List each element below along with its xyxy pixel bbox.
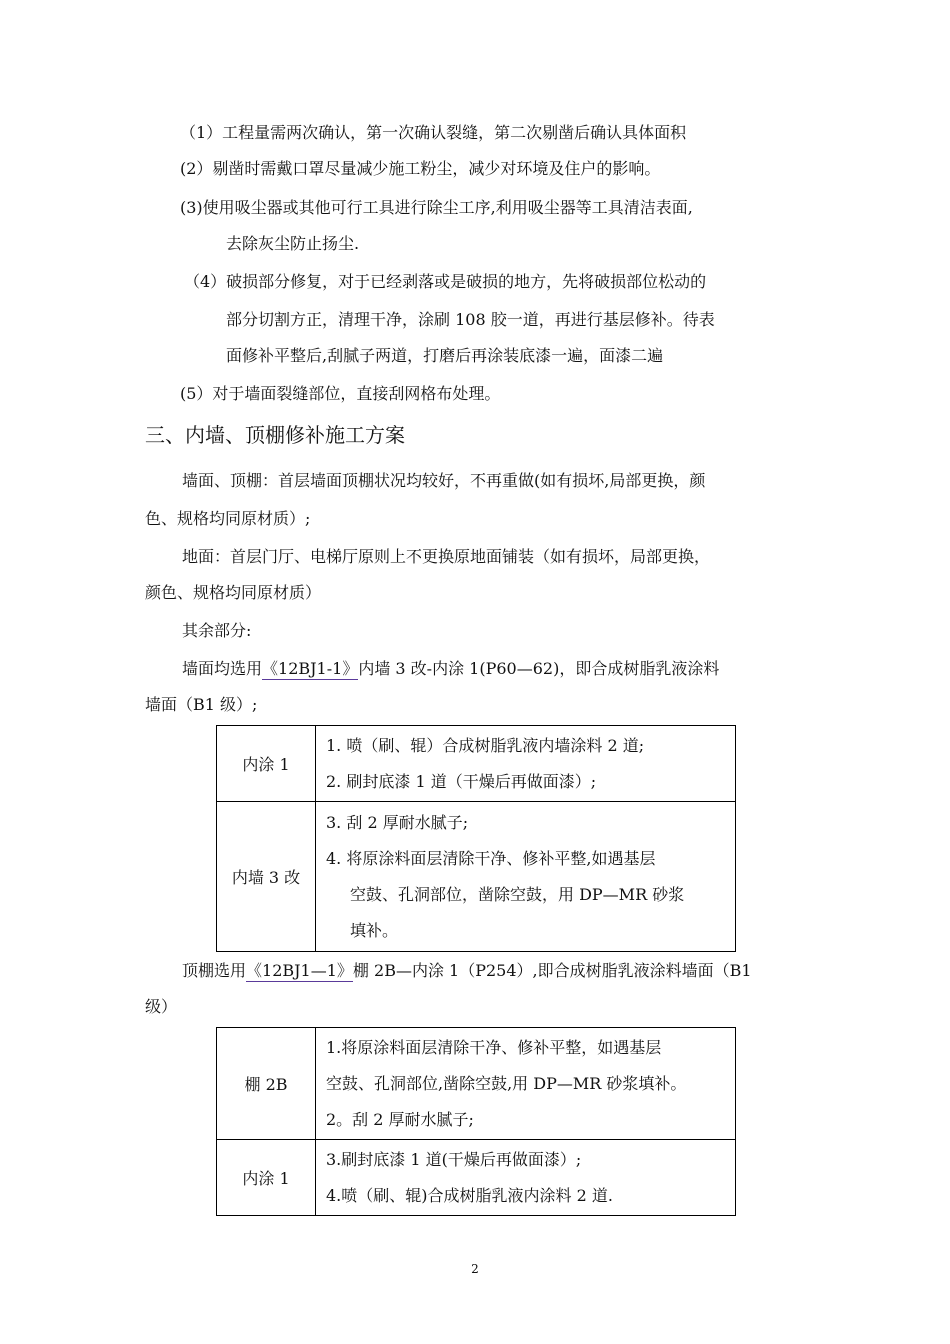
table-content-cell bbox=[316, 802, 736, 952]
table-row bbox=[217, 1140, 736, 1216]
floor-paragraph-cont: 颜色、规格均同原材质） bbox=[145, 583, 322, 602]
step-4: （4）破损部分修复，对于已经剥落或是破损的地方，先将破损部位松动的 bbox=[184, 272, 707, 291]
table-label-cell: 内涂 1 bbox=[217, 726, 316, 802]
step-2: (2）剔凿时需戴口罩尽量减少施工粉尘，减少对环境及住户的影响。 bbox=[180, 159, 661, 178]
list-item: 1.将原涂料面层清除干净、修补平整，如遇基层 bbox=[326, 1037, 662, 1057]
ceiling-spec-post: 棚 2B—内涂 1（P254）,即合成树脂乳液涂料墙面（B1 bbox=[352, 961, 752, 980]
step-4-continued: 部分切割方正，清理干净，涂刷 108 胶一道，再进行基层修补。待表 bbox=[226, 310, 715, 329]
wall-spec-post: 内墙 3 改-内涂 1(P60—62)，即合成树脂乳液涂料 bbox=[358, 659, 720, 678]
table-row bbox=[217, 726, 736, 802]
list-item: 空鼓、孔洞部位，凿除空鼓，用 DP—MR 砂浆 bbox=[350, 884, 685, 904]
table-content-cell bbox=[316, 1028, 736, 1140]
list-item: 填补。 bbox=[350, 920, 399, 940]
step-5: (5）对于墙面裂缝部位，直接刮网格布处理。 bbox=[180, 384, 501, 403]
step-3-continued: 去除灰尘防止扬尘. bbox=[226, 234, 360, 253]
wall-spec-line bbox=[182, 658, 719, 680]
wall-ceiling-paragraph-cont: 色、规格均同原材质）; bbox=[145, 509, 311, 528]
wall-spec-table bbox=[216, 725, 736, 952]
rest-label: 其余部分: bbox=[182, 621, 252, 640]
step-4-continued-2: 面修补平整后,刮腻子两道，打磨后再涂装底漆一遍，面漆二遍 bbox=[226, 346, 664, 365]
list-item: 3. 刮 2 厚耐水腻子; bbox=[326, 812, 469, 832]
list-item: 2. 刷封底漆 1 道（干燥后再做面漆）; bbox=[326, 771, 597, 791]
table-content-cell bbox=[316, 1140, 736, 1216]
floor-paragraph: 地面：首层门厅、电梯厅原则上不更换原地面铺装（如有损坏，局部更换， bbox=[182, 547, 711, 566]
step-1: （1）工程量需两次确认，第一次确认裂缝，第二次剔凿后确认具体面积 bbox=[180, 123, 687, 142]
wall-spec-line-cont: 墙面（B1 级）; bbox=[145, 695, 258, 714]
ceiling-spec-table bbox=[216, 1027, 736, 1216]
wall-spec-standard-link[interactable]: 《12BJ1-1》 bbox=[262, 659, 359, 678]
step-3: (3)使用吸尘器或其他可行工具进行除尘工序,利用吸尘器等工具清洁表面, bbox=[180, 198, 693, 217]
table-row bbox=[217, 802, 736, 952]
table-label-cell: 内墙 3 改 bbox=[217, 802, 316, 952]
list-item: 空鼓、孔洞部位,凿除空鼓,用 DP—MR 砂浆填补。 bbox=[326, 1073, 687, 1093]
wall-ceiling-paragraph: 墙面、顶棚：首层墙面顶棚状况均较好，不再重做(如有损坏,局部更换，颜 bbox=[182, 471, 706, 490]
list-item: 3.刷封底漆 1 道(干燥后再做面漆）; bbox=[326, 1149, 582, 1169]
list-item: 4.喷（刷、辊)合成树脂乳液内涂料 2 道. bbox=[326, 1185, 613, 1205]
ceiling-spec-line-cont: 级） bbox=[145, 997, 178, 1016]
ceiling-spec-standard-link[interactable]: 《12BJ1—1》 bbox=[246, 961, 353, 980]
page-number: 2 bbox=[471, 1262, 479, 1276]
ceiling-spec-line bbox=[182, 960, 752, 982]
ceiling-spec-pre: 顶棚选用 bbox=[182, 961, 247, 980]
section-heading: 三、内墙、顶棚修补施工方案 bbox=[145, 423, 405, 447]
table-row bbox=[217, 1028, 736, 1140]
wall-spec-pre: 墙面均选用 bbox=[182, 659, 263, 678]
table-content-cell bbox=[316, 726, 736, 802]
list-item: 2。刮 2 厚耐水腻子; bbox=[326, 1109, 474, 1129]
list-item: 1. 喷（刷、辊）合成树脂乳液内墙涂料 2 道; bbox=[326, 735, 645, 755]
table-label-cell: 内涂 1 bbox=[217, 1140, 316, 1216]
list-item: 4. 将原涂料面层清除干净、修补平整,如遇基层 bbox=[326, 848, 656, 868]
table-label-cell: 棚 2B bbox=[217, 1028, 316, 1140]
